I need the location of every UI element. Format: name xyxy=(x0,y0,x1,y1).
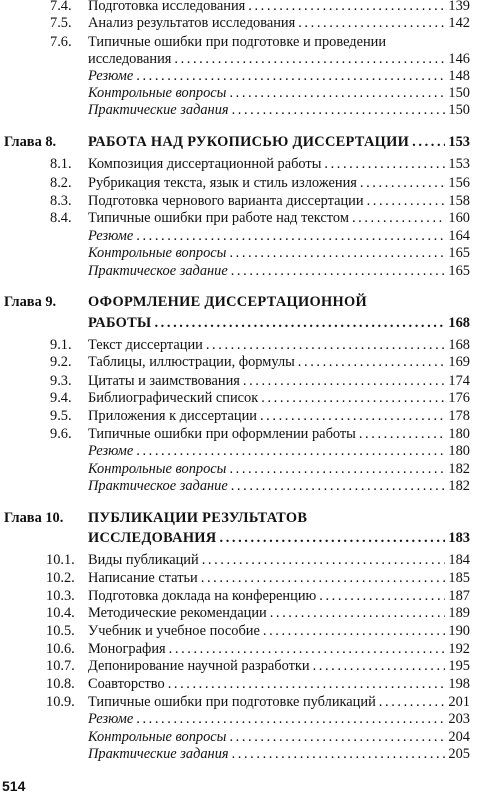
entry-title: Композиция диссертационной работы xyxy=(88,156,322,172)
dot-leader xyxy=(359,425,445,443)
dot-leader xyxy=(412,133,445,151)
entry-page: 148 xyxy=(448,68,470,84)
entry-page: 158 xyxy=(448,193,470,209)
toc-entry xyxy=(0,14,492,32)
dot-leader xyxy=(260,407,445,425)
toc-entry xyxy=(0,604,492,622)
dot-leader xyxy=(220,529,446,547)
chapter-heading-line1 xyxy=(0,509,492,527)
toc-entry xyxy=(0,551,492,569)
entry-page: 201 xyxy=(448,694,470,710)
toc-entry-line1 xyxy=(0,33,492,51)
entry-page: 182 xyxy=(448,461,470,477)
chapter-title-line1: ПУБЛИКАЦИИ РЕЗУЛЬТАТОВ xyxy=(88,510,308,526)
entry-page: 176 xyxy=(448,390,470,406)
dot-leader xyxy=(248,0,445,15)
toc-entry xyxy=(0,192,492,210)
dot-leader xyxy=(232,101,445,119)
dot-leader xyxy=(360,174,445,192)
entry-title: Соавторство xyxy=(88,676,165,692)
entry-title: Приложения к диссертации xyxy=(88,408,257,424)
entry-number: 7.5. xyxy=(50,15,72,31)
toc-entry xyxy=(0,209,492,227)
entry-page: 185 xyxy=(448,570,470,586)
dot-leader xyxy=(174,50,445,68)
entry-title: Подготовка чернового варианта диссертации xyxy=(88,193,364,209)
entry-page: 203 xyxy=(448,711,470,727)
entry-title: Рубрикация текста, язык и стиль изложения xyxy=(88,175,357,191)
entry-page: 174 xyxy=(448,373,470,389)
toc-entry xyxy=(0,0,492,15)
entry-page: 180 xyxy=(448,443,470,459)
entry-number: 10.6. xyxy=(46,641,75,657)
toc-entry-questions xyxy=(0,244,492,262)
dot-leader xyxy=(261,389,445,407)
entry-page: 160 xyxy=(448,210,470,226)
entry-title: Резюме xyxy=(88,711,134,727)
entry-page: 139 xyxy=(448,0,470,14)
entry-title: Подготовка исследования xyxy=(88,0,246,14)
toc-entry-summary xyxy=(0,227,492,245)
entry-number: 10.8. xyxy=(46,676,75,692)
dot-leader xyxy=(313,657,445,675)
entry-page: 150 xyxy=(448,85,470,101)
entry-page: 150 xyxy=(448,102,470,118)
entry-page: 198 xyxy=(448,676,470,692)
entry-title: Монография xyxy=(88,641,166,657)
entry-title: Депонирование научной разработки xyxy=(88,658,310,674)
chapter-label: Глава 9. xyxy=(4,294,57,310)
entry-title: Учебник и учебное пособие xyxy=(88,623,260,639)
toc-entry xyxy=(0,569,492,587)
toc-entry xyxy=(0,155,492,173)
entry-title: Типичные ошибки при подготовке публикаций xyxy=(88,694,376,710)
toc-entry xyxy=(0,425,492,443)
entry-title: Текст диссертации xyxy=(88,337,203,353)
entry-page: 169 xyxy=(448,354,470,370)
chapter-title: РАБОТА НАД РУКОПИСЬЮ ДИССЕРТАЦИИ xyxy=(88,134,410,150)
dot-leader xyxy=(232,745,445,763)
toc-entry-tasks xyxy=(0,477,492,495)
entry-number: 8.4. xyxy=(50,210,72,226)
chapter-heading xyxy=(0,529,492,547)
toc-entry xyxy=(0,174,492,192)
entry-title: исследования xyxy=(88,51,172,67)
dot-leader xyxy=(229,728,445,746)
entry-title: Резюме xyxy=(88,68,134,84)
toc-entry xyxy=(0,336,492,354)
dot-leader xyxy=(352,209,445,227)
entry-title: Методические рекомендации xyxy=(88,605,267,621)
chapter-page: 168 xyxy=(448,315,470,331)
dot-leader xyxy=(202,551,445,569)
toc-entry xyxy=(0,372,492,390)
entry-title: Резюме xyxy=(88,443,134,459)
entry-title: Контрольные вопросы xyxy=(88,729,227,745)
toc-entry xyxy=(0,640,492,658)
dot-leader xyxy=(136,710,445,728)
dot-leader xyxy=(298,14,445,32)
toc-entry-tasks xyxy=(0,101,492,119)
entry-page: 184 xyxy=(448,552,470,568)
entry-title: Контрольные вопросы xyxy=(88,85,227,101)
chapter-title: ИССЛЕДОВАНИЯ xyxy=(88,530,217,546)
entry-page: 156 xyxy=(448,175,470,191)
chapter-heading-line1 xyxy=(0,293,492,311)
entry-number: 9.3. xyxy=(50,373,72,389)
entry-title: Написание статьи xyxy=(88,570,198,586)
entry-page: 142 xyxy=(448,15,470,31)
toc-entry xyxy=(0,622,492,640)
dot-leader xyxy=(206,336,445,354)
entry-number: 10.4. xyxy=(46,605,75,621)
entry-page: 164 xyxy=(448,228,470,244)
dot-leader xyxy=(229,460,445,478)
toc-entry xyxy=(0,587,492,605)
chapter-label: Глава 10. xyxy=(4,510,64,526)
dot-leader xyxy=(263,622,445,640)
entry-page: 178 xyxy=(448,408,470,424)
chapter-heading xyxy=(0,314,492,332)
entry-number: 8.3. xyxy=(50,193,72,209)
dot-leader xyxy=(270,604,445,622)
entry-number: 7.6. xyxy=(50,34,72,50)
entry-title: Анализ результатов исследования xyxy=(88,15,296,31)
toc-entry-tasks xyxy=(0,262,492,280)
entry-title: Библиографический список xyxy=(88,390,259,406)
chapter-page: 153 xyxy=(448,134,470,150)
entry-title: Подготовка доклада на конференцию xyxy=(88,588,317,604)
entry-number: 9.1. xyxy=(50,337,72,353)
entry-title: Практическое задание xyxy=(88,263,228,279)
dot-leader xyxy=(231,477,445,495)
chapter-label: Глава 8. xyxy=(4,134,57,150)
dot-leader xyxy=(319,587,445,605)
dot-leader xyxy=(201,569,445,587)
entry-page: 168 xyxy=(448,337,470,353)
toc-entry-questions xyxy=(0,728,492,746)
entry-page: 165 xyxy=(448,263,470,279)
toc-entry-summary xyxy=(0,442,492,460)
entry-page: 204 xyxy=(448,729,470,745)
entry-number: 7.4. xyxy=(50,0,72,14)
entry-title: Резюме xyxy=(88,228,134,244)
dot-leader xyxy=(169,640,445,658)
entry-title: Практические задания xyxy=(88,102,229,118)
dot-leader xyxy=(298,353,445,371)
entry-page: 205 xyxy=(448,746,470,762)
dot-leader xyxy=(324,155,445,173)
toc-entry xyxy=(0,407,492,425)
entry-number: 8.2. xyxy=(50,175,72,191)
chapter-heading xyxy=(0,133,492,151)
entry-number: 10.2. xyxy=(46,570,75,586)
toc-entry-summary xyxy=(0,67,492,85)
dot-leader xyxy=(367,192,445,210)
entry-title: Виды публикаций xyxy=(88,552,199,568)
entry-number: 9.4. xyxy=(50,390,72,406)
dot-leader xyxy=(229,244,445,262)
toc-entry xyxy=(0,353,492,371)
entry-title: Практическое задание xyxy=(88,478,228,494)
entry-number: 10.9. xyxy=(46,694,75,710)
entry-number: 10.5. xyxy=(46,623,75,639)
toc-entry xyxy=(0,657,492,675)
entry-number: 8.1. xyxy=(50,156,72,172)
entry-page: 192 xyxy=(448,641,470,657)
dot-leader xyxy=(154,314,445,332)
chapter-title: РАБОТЫ xyxy=(88,315,152,331)
dot-leader xyxy=(136,442,445,460)
entry-title: Цитаты и заимствования xyxy=(88,373,240,389)
toc-entry xyxy=(0,389,492,407)
entry-page: 180 xyxy=(448,426,470,442)
entry-number: 10.7. xyxy=(46,658,75,674)
toc-entry xyxy=(0,693,492,711)
entry-title: Практические задания xyxy=(88,746,229,762)
toc-entry-tasks xyxy=(0,745,492,763)
dot-leader xyxy=(136,227,445,245)
entry-page: 190 xyxy=(448,623,470,639)
dot-leader xyxy=(229,84,445,102)
toc-entry-questions xyxy=(0,84,492,102)
dot-leader xyxy=(231,262,445,280)
dot-leader xyxy=(168,675,445,693)
entry-number: 10.3. xyxy=(46,588,75,604)
entry-title: Контрольные вопросы xyxy=(88,461,227,477)
entry-title: Типичные ошибки при оформлении работы xyxy=(88,426,356,442)
toc-entry-summary xyxy=(0,710,492,728)
entry-number: 10.1. xyxy=(46,552,75,568)
entry-title: Типичные ошибки при работе над текстом xyxy=(88,210,349,226)
toc-entry-questions xyxy=(0,460,492,478)
chapter-title-line1: ОФОРМЛЕНИЕ ДИССЕРТАЦИОННОЙ xyxy=(88,294,367,310)
entry-title: Контрольные вопросы xyxy=(88,245,227,261)
dot-leader xyxy=(379,693,445,711)
entry-title: Таблицы, иллюстрации, формулы xyxy=(88,354,295,370)
dot-leader xyxy=(243,372,445,390)
toc-entry xyxy=(0,50,492,68)
entry-page: 195 xyxy=(448,658,470,674)
toc-entry xyxy=(0,675,492,693)
entry-page: 165 xyxy=(448,245,470,261)
dot-leader xyxy=(136,67,445,85)
entry-page: 189 xyxy=(448,605,470,621)
entry-number: 9.5. xyxy=(50,408,72,424)
page-number: 514 xyxy=(2,778,26,794)
entry-number: 9.6. xyxy=(50,426,72,442)
entry-title-line1: Типичные ошибки при подготовке и проведении xyxy=(88,34,387,50)
chapter-page: 183 xyxy=(448,530,470,546)
entry-page: 153 xyxy=(448,156,470,172)
entry-page: 146 xyxy=(448,51,470,67)
entry-page: 182 xyxy=(448,478,470,494)
entry-page: 187 xyxy=(448,588,470,604)
entry-number: 9.2. xyxy=(50,354,72,370)
